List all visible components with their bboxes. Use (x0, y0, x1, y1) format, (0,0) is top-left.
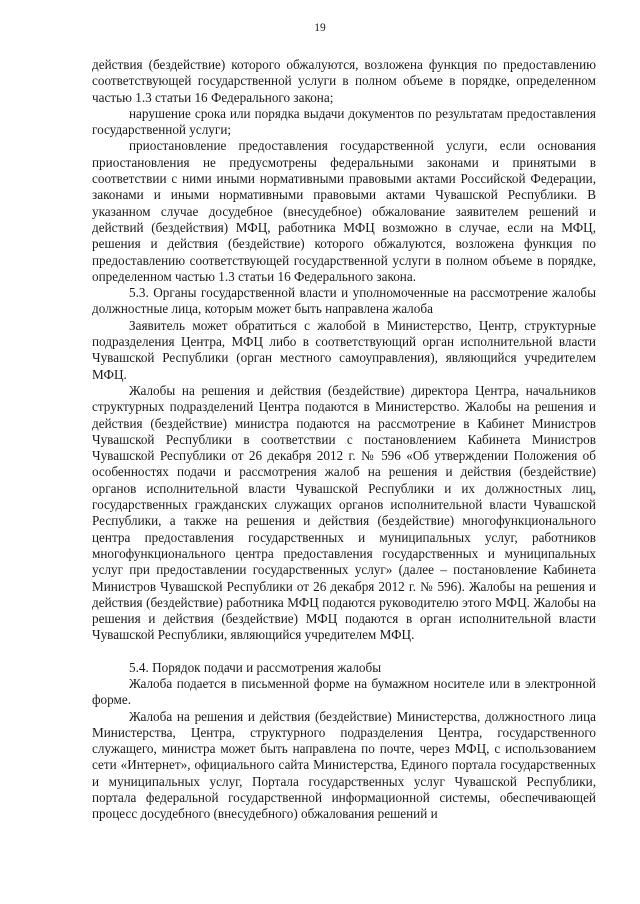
paragraph: нарушение срока или порядка выдачи документов по результатам предоставления государственной услуги; (92, 105, 596, 138)
paragraph: действия (бездействие) которого обжалуются, возложена функция по предоставлению соответствующей государственной услуги в полном объеме в порядке, определенном частью 1.3 статьи 16 Федерального закона; (92, 57, 596, 105)
paragraph: приостановление предоставления государственной услуги, если основания приостановления не предусмотрены федеральными законами и принятыми в соответствии с ними иными нормативными правовыми актами Российской Федерации, законами и иными нормативными правовыми актами Чувашской Республики. В указанном случае досудебное (внесудебное) обжалование заявителем решений и действий (бездействия) МФЦ, работника МФЦ возможно в случае, если на МФЦ, решения и действия (бездействие) которого обжалуются, возложена функция по предоставлению соответствующей государственной услуги в полном объеме в порядке, определенном частью 1.3 статьи 16 Федерального закона. (92, 138, 596, 284)
paragraph: 5.3. Органы государственной власти и уполномоченные на рассмотрение жалобы должностные лица, которым может быть направлена жалоба (92, 285, 596, 317)
paragraph: Жалоба подается в письменной форме на бумажном носителе или в электронной форме. (92, 675, 596, 708)
paragraph: Заявитель может обратиться с жалобой в Министерство, Центр, структурные подразделения Центра, МФЦ либо в соответствующий орган исполнительной власти Чувашской Республики (орган местного самоуправления), являющийся учредителем МФЦ. (92, 317, 596, 382)
page-number: 19 (314, 22, 326, 34)
paragraph: Жалобы на решения и действия (бездействие) директора Центра, начальников структурных подразделений Центра подаются в Министерство. Жалобы на решения и действия (бездействие) министра подаются на рассмотрение в Кабинет Министров Чувашской Республики в соответствии с постановлением Кабинета Министров Чувашской Республики от 26 декабря 2012 г. № 596 «Об утверждении Положения об особенностях подачи и рассмотрения жалоб на решения и действия (бездействие) органов исполнительной власти Чувашской Республики и их должностных лиц, государственных гражданских служащих органов исполнительной власти Чувашской Республики, а также на решения и действия (бездействие) многофункционального центра предоставления государственных и муниципальных услуг, работников многофункционального центра предоставления государственных и муниципальных услуг при предоставлении государственных услуг» (далее – постановление Кабинета Министров Чувашской Республики от 26 декабря 2012 г. № 596). Жалобы на решения и действия (бездействие) работника МФЦ подаются руководителю этого МФЦ. Жалобы на решения и действия (бездействие) МФЦ подаются в орган исполнительной власти Чувашской Республики, являющийся учредителем МФЦ. (92, 382, 596, 643)
paragraph: Жалоба на решения и действия (бездействие) Министерства, должностного лица Министерства, Центра, структурного подразделения Центра, государственного служащего, министра может быть направлена по почте, через МФЦ, с использованием сети «Интернет», официального сайта Министерства, Единого портала государственных и муниципальных услуг, Портала государственных услуг Чувашской Республики, портала федеральной государственной информационной системы, обеспечивающей процесс досудебного (внесудебного) обжалования решений и (92, 708, 596, 822)
paragraph: 5.4. Порядок подачи и рассмотрения жалобы (129, 659, 382, 675)
document-body (92, 57, 596, 823)
